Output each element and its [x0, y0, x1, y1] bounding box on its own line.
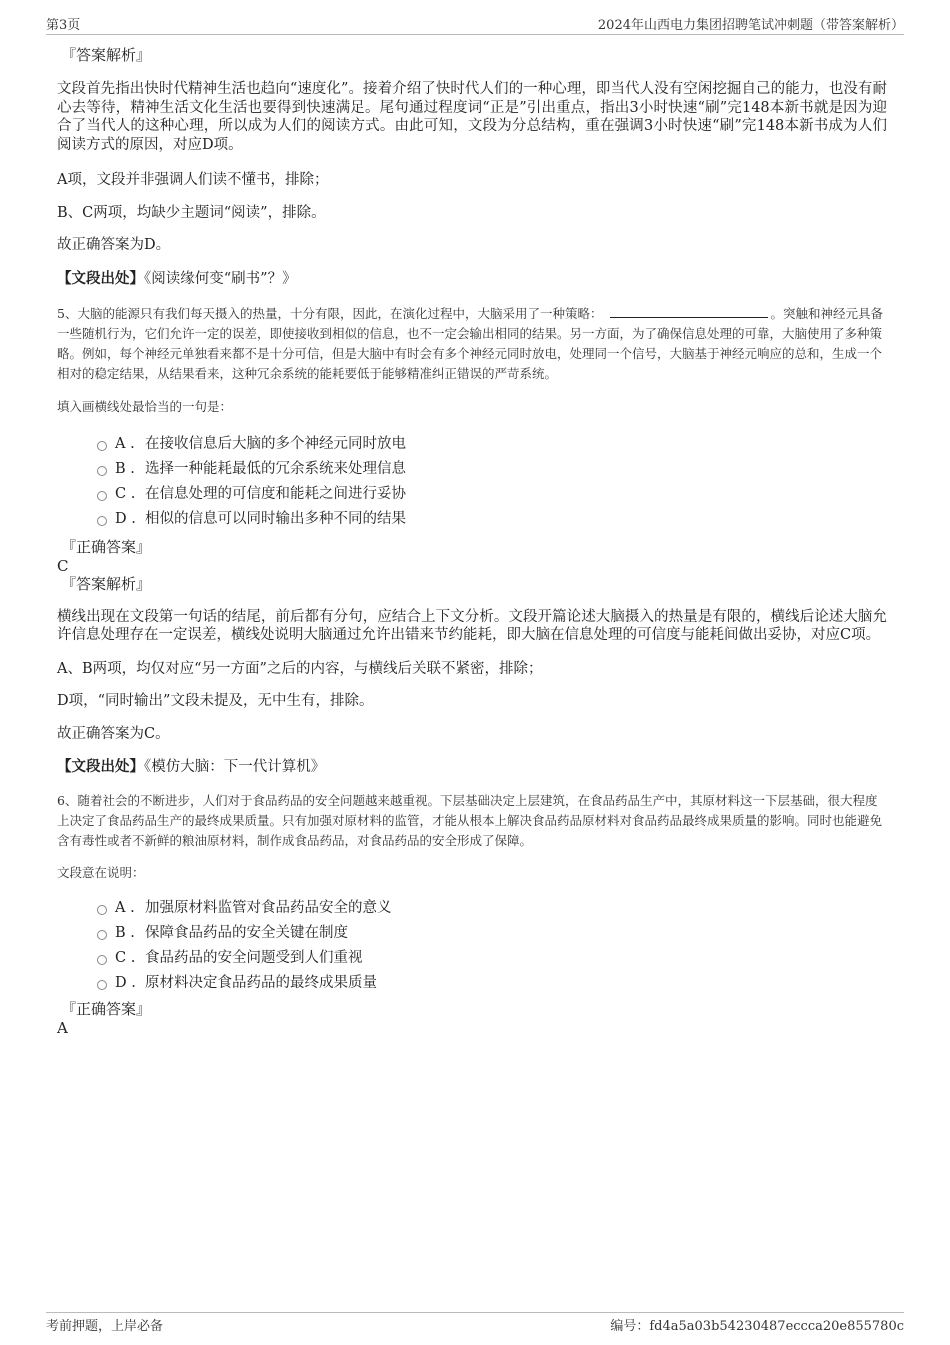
correct-answer: C	[57, 556, 69, 575]
analysis-conclusion: 故正确答案为D。	[57, 237, 171, 253]
analysis-paragraph: D项，“同时输出”文段未提及，无中生有，排除。	[57, 693, 374, 709]
option-text: 在信息处理的可信度和能耗之间进行妥协	[145, 485, 406, 502]
correct-answer-label: 『正确答案』	[61, 1000, 152, 1018]
analysis-paragraph: A项，文段并非强调人们读不懂书，排除；	[57, 172, 329, 188]
option-a[interactable]	[57, 896, 887, 921]
question-6-options	[57, 896, 887, 996]
option-text: 加强原材料监管对食品药品安全的意义	[145, 900, 392, 916]
option-letter: D .	[115, 975, 136, 991]
radio-button-icon[interactable]	[97, 905, 107, 915]
correct-answer-label: 『正确答案』	[61, 537, 152, 556]
option-letter: B .	[115, 460, 135, 477]
option-d[interactable]	[57, 507, 887, 532]
option-c[interactable]	[57, 946, 887, 971]
page-number: 第3页	[46, 18, 81, 33]
source-label: 【文段出处】	[57, 269, 144, 287]
radio-button-icon[interactable]	[97, 930, 107, 940]
option-text: 在接收信息后大脑的多个神经元同时放电	[145, 435, 406, 452]
option-d[interactable]	[57, 971, 887, 996]
option-letter: C .	[115, 950, 136, 966]
source-title: 《阅读缘何变“刷书”？》	[144, 270, 297, 287]
analysis-paragraph: A、B两项，均仅对应“另一方面”之后的内容，与横线后关联不紧密，排除；	[57, 660, 543, 677]
analysis-paragraph: 文段首先指出快时代精神生活也趋向“速度化”。接着介绍了快时代人们的一种心理，即当代人没有空闲挖掘自己的能力，也没有耐心去等待，精神生活文化生活也要得到快速满足。尾句通过程度词“正是”引出重点，指出3小时快速“刷”完148本新书就是因为迎合了当代人的这种心理，所以成为人们的阅读方式。由此可知，文段为分总结构，重在强调3小时快速“刷”完148本新书成为人们阅读方式的原因，对应D项。	[57, 81, 887, 153]
question-5-ask: 填入画横线处最恰当的一句是：	[57, 398, 233, 414]
fill-blank-line	[610, 305, 768, 318]
question-5-text-before: 5、大脑的能源只有我们每天摄入的热量，十分有限，因此，在演化过程中，大脑采用了一种策略：	[57, 305, 603, 321]
question-5-text-after: 。突触和神经元具备一些随机行为，它们允许一定的误差，即使接收到相似的信息，也不一定会输出相同的结果。另一方面，为了确保信息处理的可靠，大脑使用了多种策略。例如，每个神经元单独看来都不是十分可信，但是大脑中有时会有多个神经元同时放电，处理同一个信号，大脑基于神经元响应的总和，生成一个相对的稳定结果，从结果看来，这种冗余系统的能耗要低于能够精准纠正错误的严苛系统。	[57, 305, 883, 381]
option-text: 原材料决定食品药品的最终成果质量	[145, 975, 377, 991]
question-6-ask: 文段意在说明：	[57, 865, 145, 880]
source-line	[57, 757, 887, 777]
option-b[interactable]	[57, 457, 887, 482]
radio-button-icon[interactable]	[97, 955, 107, 965]
document-id: 编号：fd4a5a03b54230487eccca20e855780c	[610, 1319, 904, 1334]
analysis-paragraph: B、C两项，均缺少主题词“阅读”，排除。	[57, 204, 326, 221]
option-text: 保障食品药品的安全关键在制度	[145, 925, 348, 941]
answer-analysis-label: 『答案解析』	[61, 574, 152, 593]
source-line	[57, 269, 887, 289]
answer-analysis-label: 『答案解析』	[61, 46, 152, 64]
radio-button-icon[interactable]	[97, 441, 107, 451]
source-label: 【文段出处】	[57, 758, 144, 775]
page-content	[57, 46, 887, 1037]
question-5-options	[57, 432, 887, 532]
question-5-text	[57, 304, 887, 384]
radio-button-icon[interactable]	[97, 980, 107, 990]
page-header	[46, 14, 904, 35]
footer-slogan: 考前押题，上岸必备	[46, 1319, 164, 1334]
option-a[interactable]	[57, 432, 887, 457]
option-letter: B .	[115, 925, 135, 941]
option-c[interactable]	[57, 482, 887, 507]
source-title: 《模仿大脑：下一代计算机》	[144, 759, 326, 775]
analysis-conclusion: 故正确答案为C。	[57, 725, 170, 742]
question-6-text: 6、随着社会的不断进步，人们对于食品药品的安全问题越来越重视。下层基础决定上层建筑，在食品药品生产中，其原材料这一下层基础，很大程度上决定了食品药品生产的最终成果质量。只有加强对原材料的监管，才能从根本上解决食品药品原材料对食品药品最终成果质量的影响。同时也能避免含有毒性或者不新鲜的粮油原材料，制作成食品药品，对食品药品的安全形成了保障。	[57, 793, 883, 848]
option-letter: D .	[115, 510, 136, 527]
radio-button-icon[interactable]	[97, 491, 107, 501]
option-letter: A .	[115, 900, 135, 916]
option-text: 选择一种能耗最低的冗余系统来处理信息	[145, 460, 406, 477]
correct-answer: A	[57, 1019, 68, 1037]
document-title: 2024年山西电力集团招聘笔试冲刺题（带答案解析）	[597, 18, 904, 33]
analysis-paragraph: 横线出现在文段第一句话的结尾，前后都有分句，应结合上下文分析。文段开篇论述大脑摄入的热量是有限的，横线后论述大脑允许信息处理存在一定误差，横线处说明大脑通过允许出错来节约能耗，即大脑在信息处理的可信度与能耗间做出妥协，对应C项。	[57, 608, 887, 643]
option-letter: A .	[115, 435, 135, 452]
option-letter: C .	[115, 485, 136, 502]
radio-button-icon[interactable]	[97, 466, 107, 476]
option-b[interactable]	[57, 921, 887, 946]
option-text: 食品药品的安全问题受到人们重视	[145, 950, 363, 966]
page-footer	[46, 1312, 904, 1337]
radio-button-icon[interactable]	[97, 516, 107, 526]
option-text: 相似的信息可以同时输出多种不同的结果	[145, 510, 406, 527]
